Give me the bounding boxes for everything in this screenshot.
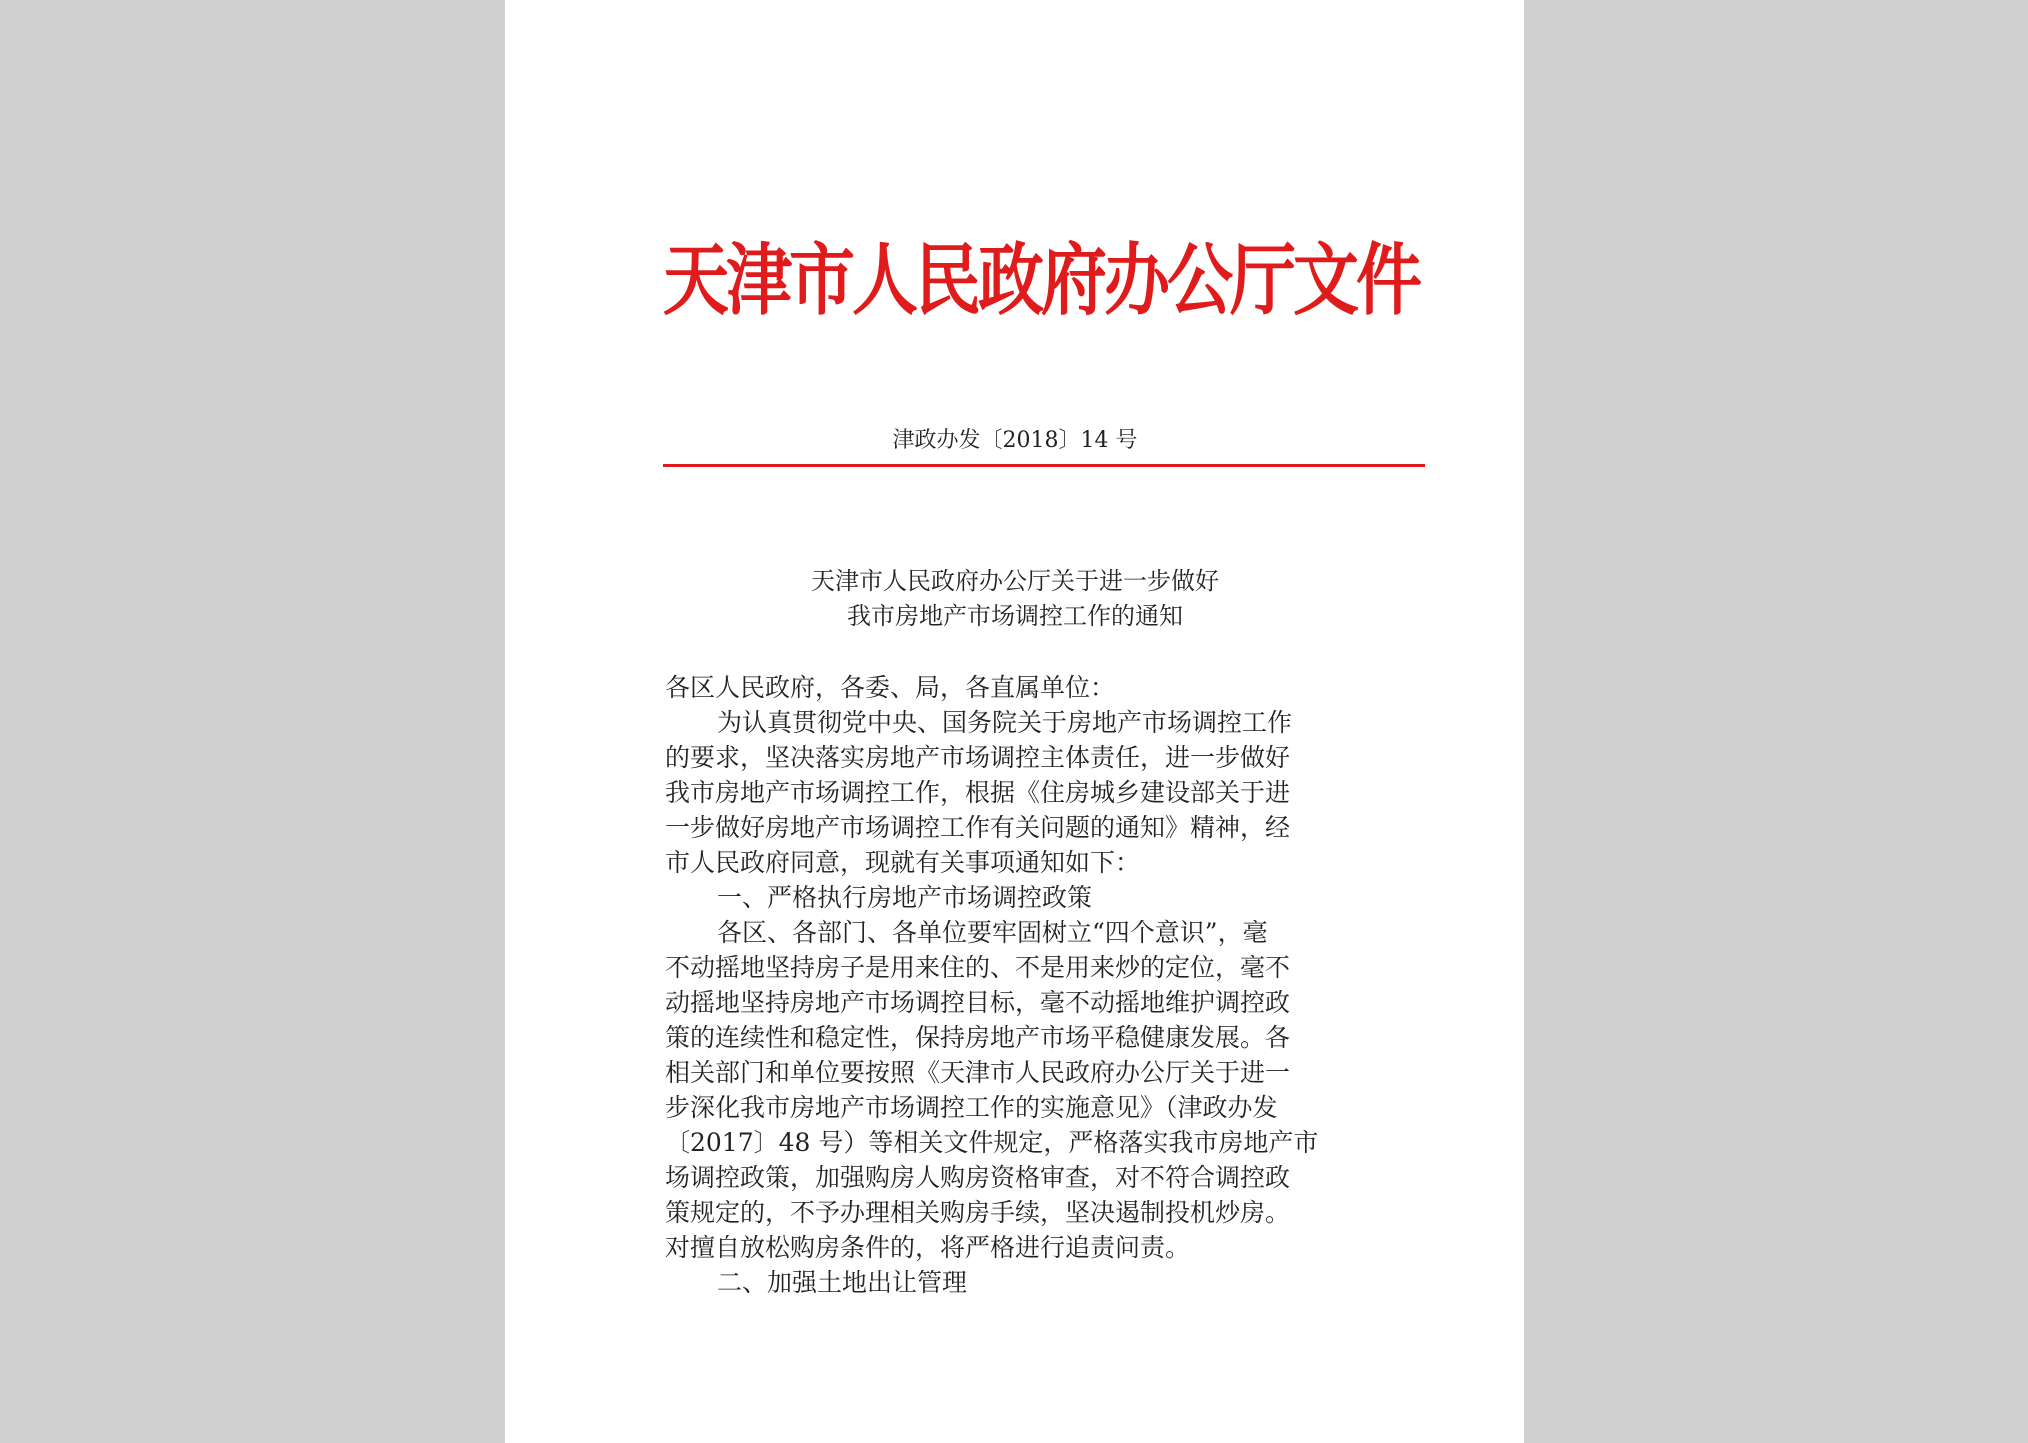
document-number: 津政办发〔2018〕14 号	[892, 428, 1138, 453]
masthead: 天津市人民政府办公厅文件	[663, 233, 1419, 327]
paragraph-line: 为认真贯彻党中央、国务院关于房地产市场调控工作	[717, 708, 1293, 737]
paragraph-line: 不动摇地坚持房子是用来住的、不是用来炒的定位，毫不	[665, 953, 1291, 982]
paragraph-line: 各区、各部门、各单位要牢固树立“四个意识”，毫	[717, 918, 1268, 947]
paragraph-line: 策的连续性和稳定性，保持房地产市场平稳健康发展。各	[665, 1023, 1291, 1052]
title-line: 天津市人民政府办公厅关于进一步做好	[811, 567, 1219, 595]
document-page	[505, 0, 1524, 1443]
paragraph-line: 的要求，坚决落实房地产市场调控主体责任，进一步做好	[665, 743, 1291, 772]
paragraph-line: 策规定的，不予办理相关购房手续，坚决遏制投机炒房。	[665, 1198, 1291, 1227]
title-line: 我市房地产市场调控工作的通知	[847, 602, 1183, 630]
document-title	[665, 564, 1365, 634]
paragraph-line: 市人民政府同意，现就有关事项通知如下：	[665, 848, 1141, 877]
paragraph-line: 步深化我市房地产市场调控工作的实施意见》（津政办发	[665, 1093, 1278, 1122]
paragraph-line: 对擅自放松购房条件的，将严格进行追责问责。	[665, 1233, 1191, 1262]
red-divider	[663, 464, 1425, 467]
paragraph-line: 一步做好房地产市场调控工作有关问题的通知》精神，经	[665, 813, 1291, 842]
paragraph-line: 场调控政策，加强购房人购房资格审查，对不符合调控政	[665, 1163, 1291, 1192]
body-text	[665, 670, 1365, 1300]
section-heading: 一、严格执行房地产市场调控政策	[717, 883, 1093, 912]
section-heading: 二、加强土地出让管理	[717, 1268, 968, 1297]
paragraph-line: 我市房地产市场调控工作，根据《住房城乡建设部关于进	[665, 778, 1291, 807]
paragraph-line: 相关部门和单位要按照《天津市人民政府办公厅关于进一	[665, 1058, 1291, 1087]
paragraph-line: 动摇地坚持房地产市场调控目标，毫不动摇地维护调控政	[665, 988, 1291, 1017]
salutation: 各区人民政府，各委、局，各直属单位：	[665, 673, 1116, 702]
paragraph-line: 〔2017〕48 号）等相关文件规定，严格落实我市房地产市	[665, 1128, 1319, 1157]
